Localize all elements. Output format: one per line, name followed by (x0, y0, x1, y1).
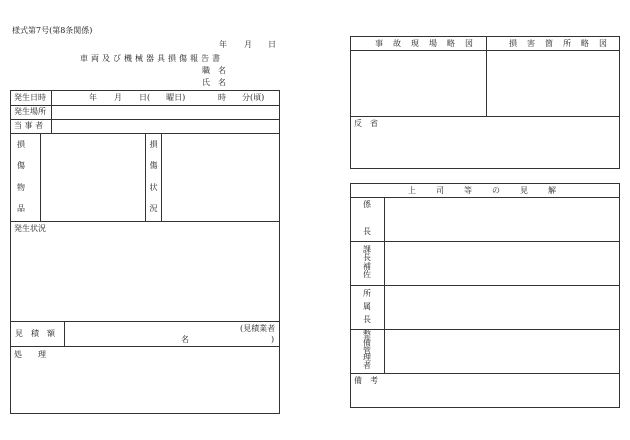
occurrence-minute-label: 分(頃) (242, 93, 265, 102)
occurrence-year-label: 年 (89, 93, 97, 102)
estimator-name-label: 名 (181, 335, 189, 344)
occurrence-datetime-label: 発生日時 (14, 93, 46, 102)
supervisor-opinion-form (350, 183, 620, 408)
role-assistant-manager-label: 課 長 補 佐 (363, 245, 371, 280)
position-label: 職 名 (202, 66, 226, 75)
remarks-label: 備 考 (354, 376, 378, 385)
estimator-close-paren: ) (271, 335, 275, 344)
estimator-label: (見積業者 (240, 324, 276, 333)
supervisor-opinion-header: 上司等の見解 (408, 186, 576, 195)
occurrence-situation-label: 発生状況 (14, 224, 46, 233)
role-chief-label: 係 長 (363, 200, 371, 236)
date-day-label: 日 (268, 40, 276, 49)
maps-and-reflection-form (350, 36, 620, 169)
disposition-label: 処 理 (14, 350, 46, 359)
occurrence-location-label: 発生場所 (14, 107, 46, 116)
occurrence-month-label: 月 (114, 93, 122, 102)
damage-location-map-label: 損害箇所略図 (509, 39, 617, 48)
occurrence-hour-label: 時 (218, 93, 226, 102)
accident-site-map-label: 事故現場略図 (375, 39, 483, 48)
document-title: 車両及び機械器具損傷報告書 (80, 54, 223, 63)
date-month-label: 月 (244, 40, 252, 49)
form-number: 様式第7号(第8条関係) (12, 26, 93, 35)
date-year-label: 年 (219, 40, 227, 49)
name-label: 氏 名 (202, 78, 226, 87)
occurrence-day-weekday-label: 日( 曜日) (139, 93, 186, 102)
role-maintenance-manager-label: 整 備 管 理 者 (363, 330, 371, 371)
damage-state-label: 損 傷 状 況 (149, 140, 158, 213)
damaged-item-label: 損 傷 物 品 (17, 140, 25, 213)
party-label: 当 事 者 (14, 121, 44, 130)
estimate-amount-label: 見 積 額 (15, 329, 55, 338)
role-department-head-label: 所 属 長 (363, 289, 371, 324)
reflection-label: 反 省 (354, 119, 378, 128)
